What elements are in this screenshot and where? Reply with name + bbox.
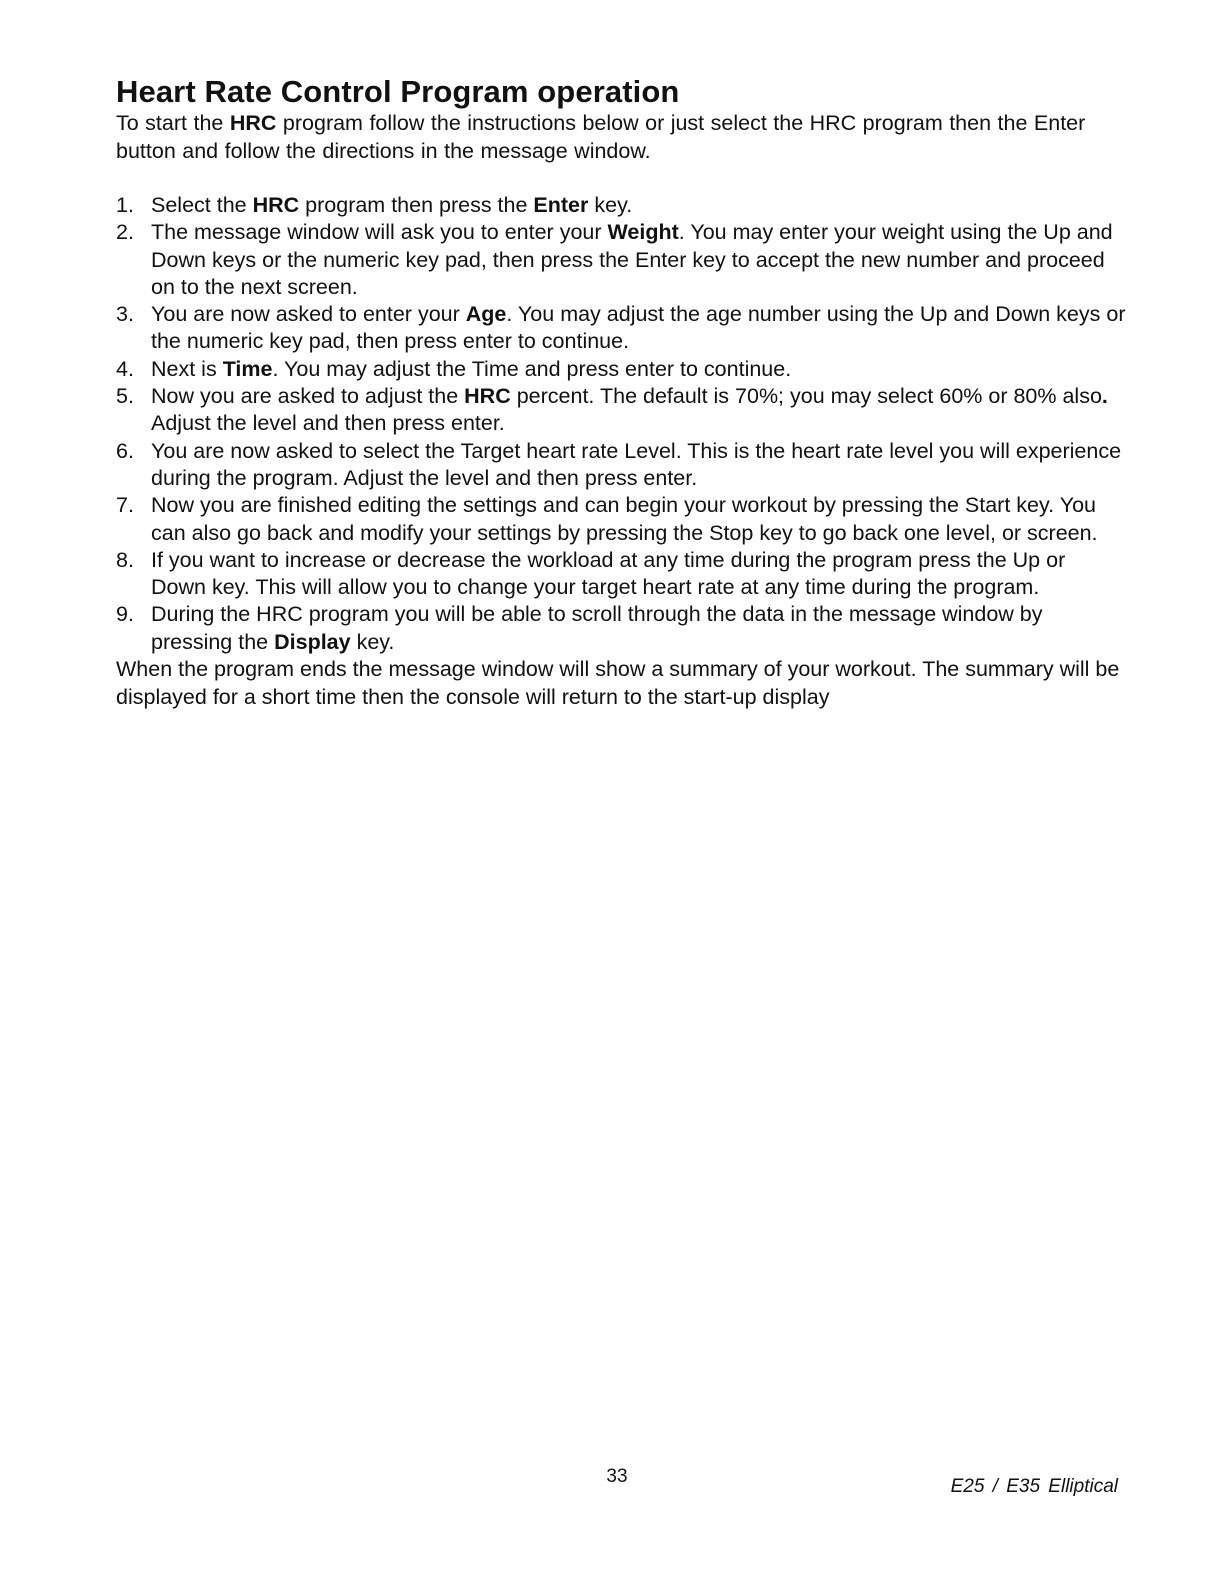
step-number: 7. [116, 493, 134, 518]
step-text: If you want to increase or decrease the workload at any time during the program press the Up or Down key. This will allow you to change your target heart rate at any time during the program. [151, 547, 1066, 600]
step-number: 3. [116, 302, 134, 327]
intro-text: To start the [116, 111, 230, 135]
step-item [116, 383, 1126, 438]
step-item [116, 601, 1126, 656]
step-text: You are now asked to enter your Age. You may adjust the age number using the Up and Down keys or the numeric key pad, then press enter to continue. [151, 302, 1126, 354]
step-item [116, 301, 1126, 356]
step-item [116, 492, 1126, 547]
step-text: Now you are asked to adjust the HRC percent. The default is 70%; you may select 60% or 80% also. Adjust the level and then press enter. [151, 384, 1108, 436]
page-number: 33 [606, 1466, 628, 1487]
step-text: You are now asked to select the Target heart rate Level. This is the heart rate level you will experience during the program. Adjust the level and then press enter. [151, 438, 1122, 490]
step-text: Select the HRC program then press the Enter key. [151, 193, 633, 217]
step-text: Next is Time. You may adjust the Time and press enter to continue. [151, 356, 792, 381]
step-item [116, 219, 1126, 301]
step-number: 6. [116, 438, 134, 463]
step-number: 4. [116, 356, 134, 381]
page-content [116, 74, 1126, 711]
step-number: 8. [116, 547, 134, 572]
step-number: 5. [116, 384, 134, 409]
outro-paragraph: When the program ends the message window will show a summary of your workout. The summary will be displayed for a short time then the console will return to the start-up display [116, 657, 1120, 709]
step-item [116, 356, 1126, 383]
step-number: 9. [116, 602, 134, 627]
step-number: 2. [116, 220, 134, 245]
step-text: The message window will ask you to enter your Weight. You may enter your weight using the Up and Down keys or the numeric key pad, then press the Enter key to accept the new number and proceed on to the next screen. [151, 220, 1113, 299]
step-item [116, 438, 1126, 493]
step-item [116, 192, 1126, 219]
intro-bold: HRC [229, 111, 277, 135]
step-text: During the HRC program you will be able to scroll through the data in the message window by pressing the Display key. [151, 602, 1043, 654]
footer-model-name: E25 / E35 Elliptical [950, 1476, 1118, 1497]
intro-text: program follow the instructions below or just select the HRC program then the Enter button and follow the directions in the message window. [116, 111, 1086, 163]
step-number: 1. [116, 193, 134, 217]
steps-list [116, 192, 1126, 656]
step-item [116, 547, 1126, 602]
page-title: Heart Rate Control Program operation [116, 74, 680, 109]
step-text: Now you are finished editing the settings and can begin your workout by pressing the Start key. You can also go back and modify your settings by pressing the Stop key to go back one level, or screen. [151, 493, 1098, 545]
intro-paragraph [116, 110, 1126, 165]
